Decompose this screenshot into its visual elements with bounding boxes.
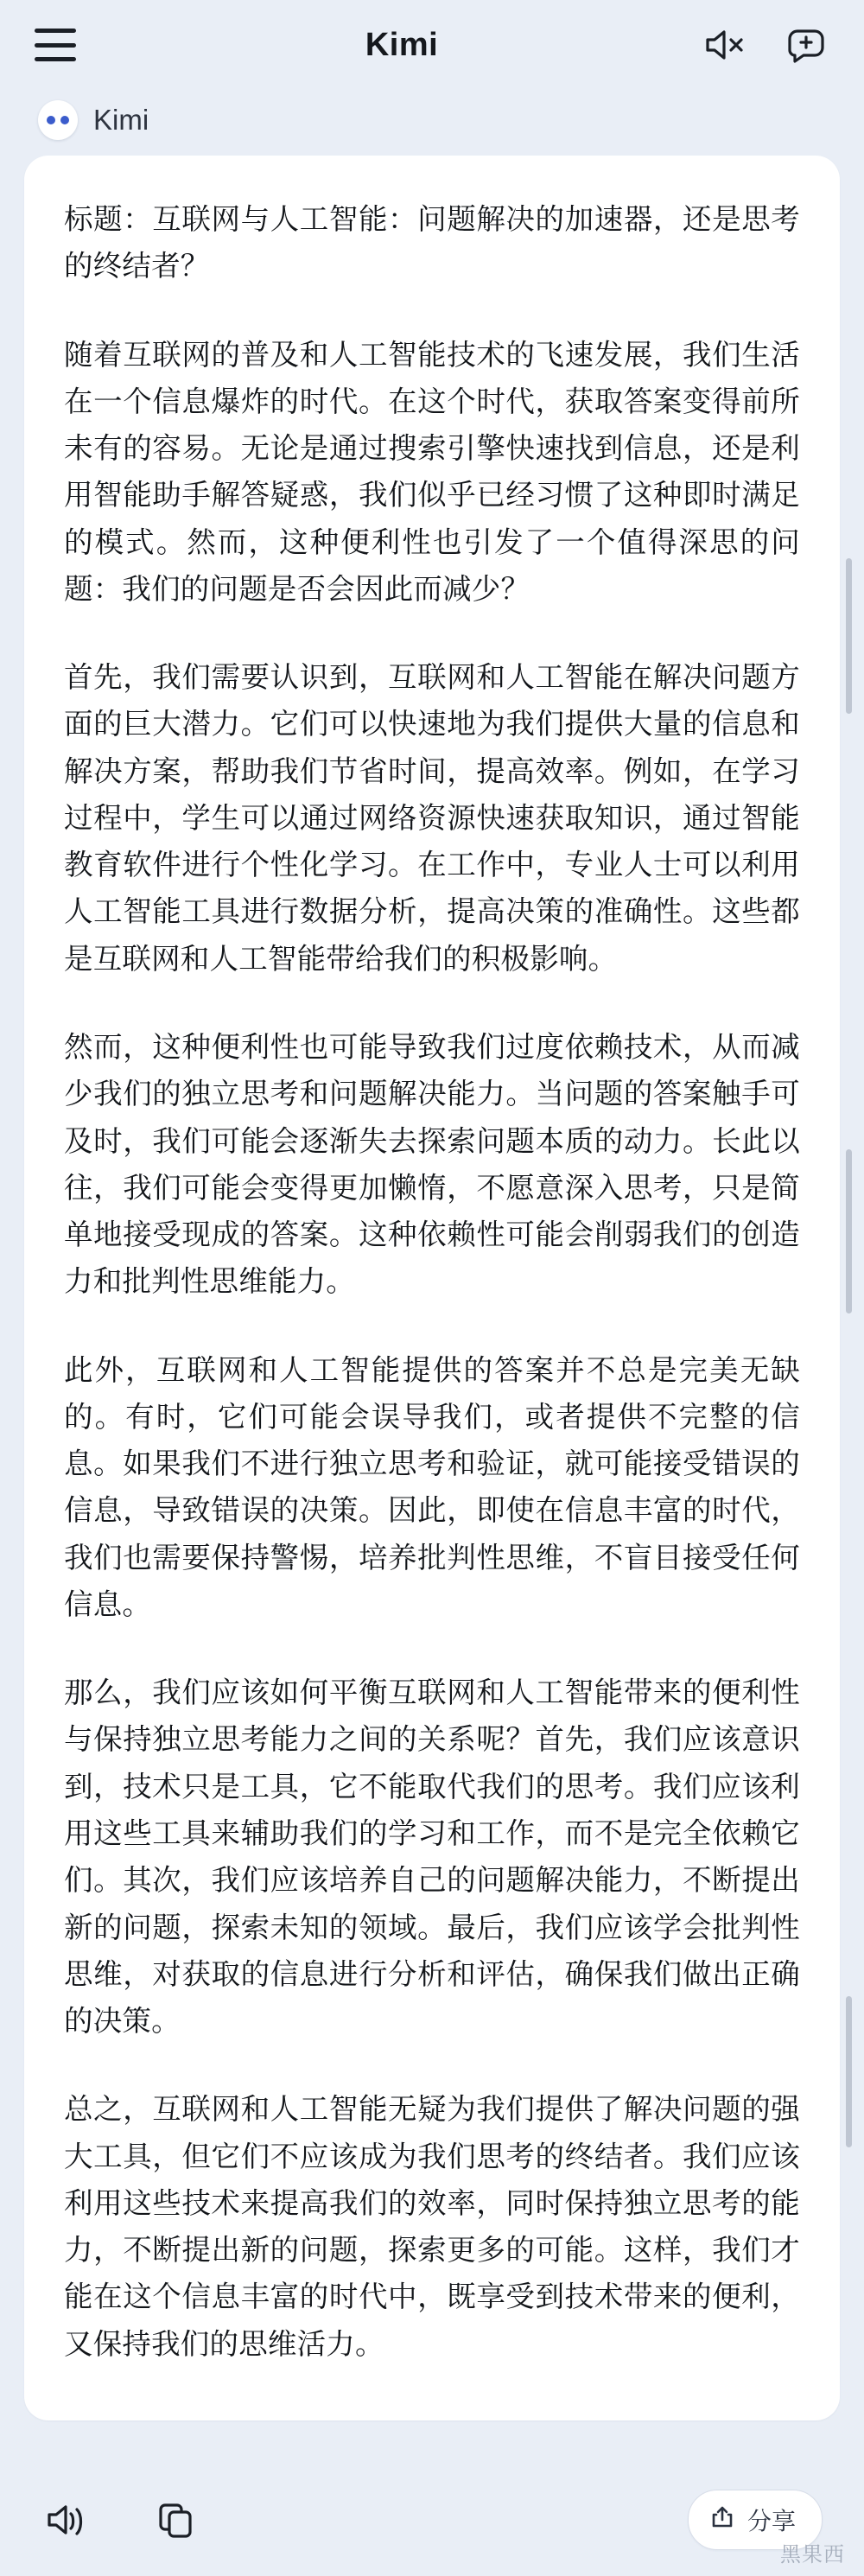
watermark: 黑果西 (780, 2542, 845, 2566)
message-paragraph: 此外，互联网和人工智能提供的答案并不总是完美无缺的。有时，它们可能会误导我们，或者提供不完整的信息。如果我们不进行独立思考和验证，就可能接受错误的信息，导致错误的决策。因此，即使在信息丰富的时代，我们也需要保持警惕，培养批判性思维，不盲目接受任何信息。 (64, 1354, 800, 1621)
scrollbar-thumb[interactable] (846, 558, 852, 714)
kimi-avatar-icon (38, 100, 78, 140)
assistant-name: Kimi (93, 104, 149, 136)
scrollbar-thumb[interactable] (846, 1149, 852, 1313)
speaker-muted-icon[interactable] (700, 22, 746, 68)
bottom-action-bar (0, 2464, 864, 2576)
message-paragraph: 总之，互联网和人工智能无疑为我们提供了解决问题的强大工具，但它们不应该成为我们思考的终结者。我们应该利用这些技术来提高我们的效率，同时保持独立思考的能力，不断提出新的问题，探索更多的可能。这样，我们才能在这个信息丰富的时代中，既享受到技术带来的便利，又保持我们的思维活力。 (64, 2094, 800, 2361)
top-bar-right (665, 22, 829, 68)
share-label: 分享 (746, 2508, 796, 2535)
copy-icon[interactable] (152, 2496, 199, 2543)
message-scroll-area[interactable] (0, 156, 864, 2464)
scrollbar-thumb[interactable] (846, 1996, 852, 2147)
hamburger-menu-icon[interactable] (35, 29, 76, 61)
message-paragraph: 然而，这种便利性也可能导致我们过度依赖技术，从而减少我们的独立思考和问题解决能力。当问题的答案触手可及时，我们可能会逐渐失去探索问题本质的动力。长此以往，我们可能会变得更加懒惰，不愿意深入思考，只是简单地接受现成的答案。这种依赖性可能会削弱我们的创造力和批判性思维能力。 (64, 1031, 800, 1299)
top-bar (0, 0, 864, 90)
bottom-bar-left (41, 2496, 199, 2543)
assistant-message-bubble (24, 156, 840, 2420)
top-bar-left (35, 29, 138, 61)
page-title: Kimi (365, 26, 439, 63)
message-paragraph: 那么，我们应该如何平衡互联网和人工智能带来的便利性与保持独立思考能力之间的关系呢？首先，我们应该意识到，技术只是工具，它不能取代我们的思考。我们应该利用这些工具来辅助我们的学习和工作，而不是完全依赖它们。其次，我们应该培养自己的问题解决能力，不断提出新的问题，探索未知的领域。最后，我们应该学会批判性思维，对获取的信息进行分析和评估，确保我们做出正确的决策。 (64, 1677, 800, 2039)
speaker-icon[interactable] (41, 2496, 88, 2543)
new-chat-icon[interactable] (783, 22, 829, 68)
message-paragraph: 首先，我们需要认识到，互联网和人工智能在解决问题方面的巨大潜力。它们可以快速地为我们提供大量的信息和解决方案，帮助我们节省时间，提高效率。例如，在学习过程中，学生可以通过网络资源快速获取知识，通过智能教育软件进行个性化学习。在工作中，专业人士可以利用人工智能工具进行数据分析，提高决策的准确性。这些都是互联网和人工智能带给我们的积极影响。 (64, 662, 800, 976)
message-paragraph: 标题：互联网与人工智能：问题解决的加速器，还是思考的终结者？ (64, 204, 800, 283)
share-icon (709, 2504, 735, 2536)
assistant-header (0, 90, 864, 156)
message-paragraph: 随着互联网的普及和人工智能技术的飞速发展，我们生活在一个信息爆炸的时代。在这个时代，获取答案变得前所未有的容易。无论是通过搜索引擎快速找到信息，还是利用智能助手解答疑惑，我们似乎已经习惯了这种即时满足的模式。然而，这种便利性也引发了一个值得深思的问题：我们的问题是否会因此而减少？ (64, 339, 800, 606)
